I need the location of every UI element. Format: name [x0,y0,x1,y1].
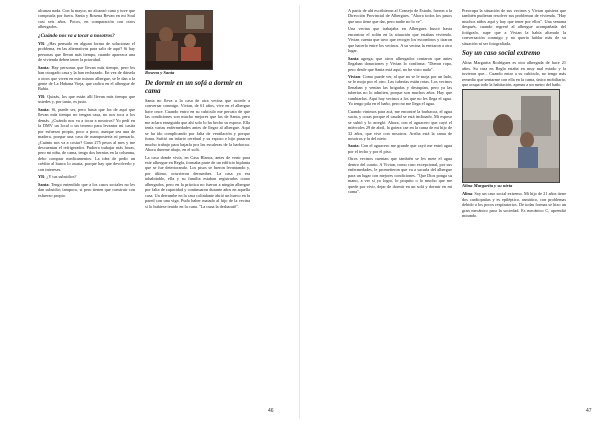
paragraph-text: : Con el aguacero me grande que cayó me entró agua por el techo y por el piso. [348,143,452,154]
paragraph: Santa no lleva a la casa de otra vecina que accede a conversar conmigo. Vivian, de 61 años, vive en el albergue hace once. Cuando entro en su cubículo me percato de que las condiciones son mucho mejores que las de Santa, pero me aclara enseguida que ahí solo lo ha hecho su esposo. Ella tenía varias enfermedades antes de llegar al albergue. Aquí se ha ido complicando por falta de ventilación y porque fuma. Sufrió un infarto cerebral y su esposo e hijo pasaron mucho trabajo para bajarla por las escaleras de la barbacoa. Ahora duerme abajo, en el sofá. [145,98,250,153]
section-heading: De dormir en un sofá a dormir en cama [145,79,243,95]
photo-caption: Alina Margarita y su nieta [462,183,513,189]
question-heading: ¿Cuándo nos va a tocar a nosotros? [38,32,115,39]
paragraph-text: : Como puede ver, al que no se le moja por un lado, se le moja por el otro. Las tuberías están rotas. Los vecinos llenaban y venían las brigadas y destupían, pero ya las tuberías no lo admiten, porque son muchos años. Hay que cambiarlas. Aquí hay vecinos a los que no les llega el agua. Yo tengo pila en el baño, pero no me llega el agua. [348,73,452,107]
paragraph-text: : Soy un caso social extremo. Mi hijo de 21 años tiene dos cardiopatías y es epiléptico, asmático, con problemas debido a los pocos respiratorios. De todas formas se hizo un gran mecánico para la sociedad. Es mecánico C, aprendió mirando. [462,191,566,219]
photo-alina-nieta [462,89,560,183]
left-column-2 [145,10,250,410]
right-page [300,0,600,424]
paragraph: Cuando vinimos para acá, me encontré la barbacoa, el agua sucia, y cosas porque el caudal se está inclinado. Mi esposo se subió y lo arregló. Ahora, con el aguacero que cayó el miércoles 29 de abril, la gotera cae en la cama de mi hijo de 32 años, que vive con nosotros. Arriba está la cama de nosotros y la del nieto. [348,108,452,141]
speaker: Santa [38,181,49,187]
photo-image [146,11,212,69]
right-column-2 [462,8,566,408]
paragraph: Alina Margarita Rodríguez es otra albergada de hace 21 años. Su casa en Regla estaba en muy mal estado y la tuvieron que... Cuando entro a su cubículo, no tengo más remedio que sentarme con ella en la cama, único mobiliario, que ocupa todo la habitación, apenas a un metro del baño. [462,60,566,87]
speaker: Alina [462,191,473,197]
photo-caption: Rosena y Santa [145,70,175,75]
paragraph [462,191,566,218]
speaker: Vivian [348,73,361,79]
paragraph: Una vecina que trabajaba en Albergues buscó hasta encontrar el sofán en la situación que estaban viviendo. Vivian cuenta que tuvo que recoger los escombros y tiraron que hacerlo entre los vecinos. A su vecina la enviaron a otro lugar. [348,26,452,54]
paragraph: A partir de ahí escribieron al Consejo de Estado, fueron a la Dirección Provincial de Albergues. "Ahora todos los pasos que uno tiene que dar, pero nadie no lo ve". [348,8,452,24]
speaker: Santa [348,55,359,61]
paragraph: La casa donde vivía, en Casa Blanca, antes de venir para este albergue en Regla, formaba parte de un edificio biplanta que se fue deteriorando. Los pisos se fueron levantando y, por último, ocurrieron derrumbes. La casa ya era inhabitable, ella y su familia estaban registrados como albergados, pero en la práctica no fueron a ningún albergue por falta de capacidad y continuaron durante años en aquella casa. Un derrumbe en la casa colindante abrió un hueco en la pared con una viga. Pudo haber matado al hijo de la vecina si lo hubiese tenido en la cuna. "La cuna la desbaratô". [145,154,250,209]
paragraph-text: : Quizás, los que están allí llevan más tiempo que ustedes y, por tanto, es justo. [38,93,135,105]
paragraph [38,182,135,198]
photo-rosena-santa [145,10,213,70]
paragraph [348,143,452,154]
photo-image [463,90,559,182]
speaker: Santa [348,143,359,149]
paragraph-text: : Hay personas que llevan más tiempo, pero les han otorgado casa y la han rechazado. En vez de dársela a otros que viven en este mismo albergue, se le dan a la gente de La Habana Vieja, que radica en el albergue de Bahía. [38,64,135,92]
paragraph-text: : Sí, puede ser, pero hasta que los de aquí que llevan más tiempo no tengan casa, no nos toca a los demás. ¿Cuándo nos va a tocar a nosotros? Yo pedí en la DMV un local o un terreno para levantar mi casita por esfuerzo propio, poco a poco, aunque sea una de madera, porque una casa de mampostería ni pensarlo. ¿Cuánto nos va a costar? Gano 275 pesos al mes y me descuentan el refrigerador. Pudiera trabajar más horas, pero mi niña, de cama, tengo dos hernias en la columna, debo comprar medicamentos. La idea de pedir un crédito al banco lo asusta, porque hay que devolverlo y con intereses. [38,106,135,172]
speaker: YR [38,93,45,99]
paragraph: Preocupa la situación de sus vecinos y Vivian quisiera que también pudieran resolver sus problemas de vivienda. "Hay muchos niños aquí y hay que tener por ellos". Una semana después, cuando regresé al albergue acompañada del fotógrafo, supe que a Vivian la había alterado la conversación conmigo y no quería hablar más de su situación ni ser fotografiada. [462,8,566,46]
right-column-1 [348,8,452,408]
speaker: YR [38,174,45,180]
paragraph [38,174,135,179]
paragraph-text: : ¿Y tus subsidios? [44,174,77,180]
page-number: 47 [586,408,592,414]
paragraph [38,107,135,172]
paragraph: Otros vecinos cuentan que también se les mete el agua dentro del cuarto. A Vivian, como caso excepcional, por sus enfermedades, le prometieron que va a sacarla del albergue para un lugar con mejores condiciones. "Que Dios ponga su mano, a ver si yo logro, lo poquito o lo mucho que me quede por vivir, dejar de dormir en un sofá y dormir en mi cama". [348,156,452,195]
paragraph-text: : ¿Has pensado en alguna forma de solucionar el problema, en las alternativas para salir de aquí? Si hay personas que llevan más tiempo, cuando aparezca una de vivienda deben tener la prioridad. [38,40,135,63]
paragraph [38,65,135,92]
page-number: 46 [268,408,274,414]
left-column-1 [38,8,135,408]
speaker: Santa [38,106,49,112]
section-heading: Soy un caso social extremo [462,49,541,58]
paragraph-text: agrega, que otros albergados contaron que antes llegaban donaciones y Vivian lo confirma: "Dieron ropa, pero desde que Santa está aquí, no he visto nada". [348,55,452,72]
speaker: YR [38,40,45,46]
intro-paragraph: alcanza nada. Con la mayor, no alcanzó cuna y tuve que comprarla por fuera. Santa y Rosena Bevan en mi Soul casi seis años. Pocos, en comparación con otros albergados. [38,8,135,30]
paragraph [348,56,452,72]
paragraph [38,41,135,63]
paragraph [38,94,135,105]
speaker: Santa [38,64,49,70]
paragraph [348,74,452,107]
paragraph-text: : Tengo entendido que a los casos sociales no les dan subsidio; tampoco, si pero tienen que construir con esfuerzo propio. [38,181,135,198]
